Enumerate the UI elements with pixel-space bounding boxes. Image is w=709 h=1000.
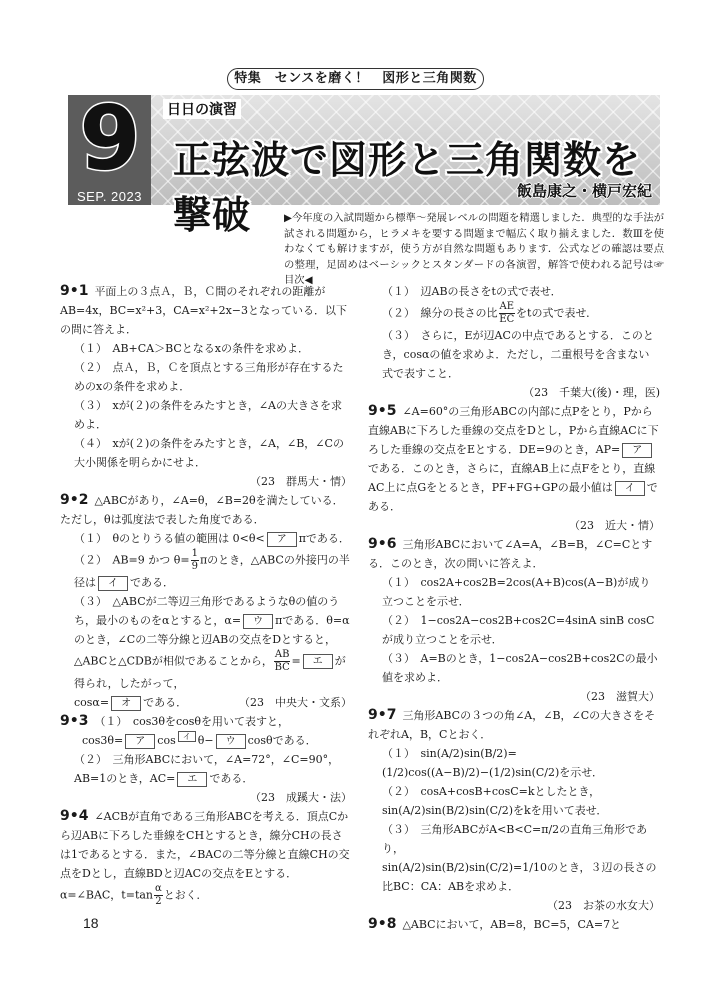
source-citation: （23 滋賀大） — [580, 690, 660, 703]
question-text: πのとき，△ABCの外接円の半径は — [74, 553, 350, 589]
answer-box: オ — [111, 696, 141, 711]
question-text: である． — [130, 576, 174, 589]
problem-stem: 平面上の３点Ａ，Ｂ，Ｃ間のそれぞれの距離がAB=4x，BC=x²+3，CA=x²+2x−3となっている．以下の問に答えよ． — [60, 285, 348, 336]
problem-9-1 — [60, 282, 352, 491]
fraction: $\frac{\alpha}{2}$ — [155, 883, 162, 907]
answer-box: エ — [177, 772, 207, 787]
question: sin(A/2)sin(B/2)sin(C/2)をkを用いて表せ． — [382, 804, 608, 817]
problem-9-4-continued: （１） 辺ABの長さをtの式で表せ． （２） 線分の長さの比 $\frac{AE}{EC}$ をtの式で表せ． （３） さらに，Eが辺ACの中点であるとする．このとき，cosαの値を求めよ．ただし，二重根号を含まない式で表すこと． （23 千葉大(後)・理，医) — [368, 282, 660, 402]
source-citation: （23 千葉大(後)・理，医) — [523, 386, 660, 399]
question-text: πである．θ=αのとき，∠Cの二等分線と辺ABの交点をDとすると，△ABCと△CDBが相似であることから， — [74, 614, 350, 668]
question: （１） sin(A/2)sin(B/2)=(1/2)cos((A−B)/2)−(1/2)sin(C/2)を示せ． — [382, 747, 603, 779]
source-citation: （23 成蹊大・法） — [250, 791, 352, 804]
problem-number: 9•4 — [60, 808, 89, 824]
question: （３） さらに，Eが辺ACの中点であるとする．このとき，cosαの値を求めよ．ただし，二重根号を含まない式で表すこと． — [382, 329, 654, 380]
question: （２） 点Ａ，Ｂ，Ｃを頂点とする三角形が存在するためのxの条件を求めよ． — [74, 361, 344, 393]
source-citation: （23 近大・情） — [569, 519, 660, 532]
article-banner — [68, 87, 660, 237]
problem-9-7: 9•7 三角形ABCの３つの角∠A，∠B，∠Cの大きさをそれぞれA，B，Cとおく． （１） sin(A/2)sin(B/2)=(1/2)cos((A−B)/2)−(1/2)sin(C/2)を示せ． （２） cosA+cosB+cosC=kとしたとき， sin(A/2)sin(B/2)sin(C/2)をkを用いて表せ． （３） 三角形ABCがA<B<C=π/2の直角三角形であり， sin(A/2)sin(B/2)sin(C/2)=1/10のとき，３辺の長さの比BC：CA：ABを求めよ． （23 お茶の水女大） — [368, 706, 660, 915]
page-title: 正弦波で図形と三角関数を撃破 — [173, 138, 642, 237]
problem-number: 9•7 — [368, 707, 397, 723]
question: （１） 辺ABの長さをtの式で表せ． — [382, 285, 562, 298]
question: sin(A/2)sin(B/2)sin(C/2)=1/10のとき，３辺の長さの比BC：CA：ABを求めよ． — [382, 861, 657, 893]
answer-box: ア — [622, 443, 652, 458]
problem-9-5: 9•5 ∠A=60°の三角形ABCの内部に点Pをとり，Pから直線ABに下ろした垂線の交点をDとし，Pから直線ACに下ろした垂線の交点をEとする．DE=9のとき，AP= アである．このとき，さらに，直線AB上に点Fをとり，直線AC上に点Gをとるとき，PF+FG+GPの最小値は イ である． （23 近大・情） — [368, 402, 660, 535]
problem-9-8: 9•8 △ABCにおいて，AB=8，BC=5，CA=7と — [368, 916, 622, 932]
problem-9-2: 9•2 △ABCがあり，∠A=θ，∠B=2θを満たしている．ただし，θは弧度法で表した角度である． （１） θのとりうる値の範囲は 0<θ< ア πである． （２） AB=9 かつ θ= $\frac{1}{9}$ πのとき，△ABCの外接円の半径は イ である． （３） △ABCが二等辺三角形であるようなθの値のうち，最小のものをαとすると，α= ウ πである．θ=αのとき，∠Cの二等分線と辺ABの交点をDとすると，△ABCと△CDBが相似であることから， $\frac{AB}{BC}$ = エ が得られ，したがって， cosα= オ である． （23 中央大・文系） — [60, 491, 352, 712]
answer-box: エ — [303, 654, 333, 669]
question-text: （３） △ABCが二等辺三角形であるようなθの値のうち，最小のものをαとすると，α= — [74, 595, 340, 627]
left-column — [60, 282, 352, 908]
authors: 飯島康之・横戸宏紀 — [516, 182, 652, 200]
problem-9-4: 9•4 ∠ACBが直角である三角形ABCを考える．頂点Cから辺ABに下ろした垂線をCHとするとき，線分CHの長さは1であるとする．また，∠BACの二等分線と直線CHの交点をDとし，直線BDと辺ACの交点をEとする．α=∠BAC，t=tan $\frac{\alpha}{2}$ とおく． — [60, 808, 350, 907]
fraction: $\frac{AB}{BC}$ — [274, 649, 290, 673]
source-citation: （23 中央大・文系） — [239, 696, 352, 709]
problem-number: 9•8 — [368, 916, 397, 932]
answer-box: ウ — [243, 614, 273, 629]
problem-number: 9•5 — [368, 403, 397, 419]
problem-number: 9•3 — [60, 713, 89, 729]
problem-number: 9•6 — [368, 536, 397, 552]
issue-badge — [68, 87, 151, 205]
question-text: （２） AB=9 かつ θ= — [74, 553, 190, 567]
right-column — [368, 282, 660, 934]
source-citation: （23 お茶の水女大） — [547, 899, 660, 912]
question: （４） xが(２)の条件をみたすとき，∠A，∠B，∠Cの大小関係を明らかにせよ． — [74, 437, 344, 469]
intro-text: ▶今年度の入試問題から標準〜発展レベルの問題を精選しました．典型的な手法が試される問題から，ヒラメキを要する問題まで幅広く取り揃えました．数Ⅲを使わなくても解けますが，使う方が自然な問題もあります．公式などの確認は要点の整理，足固めはベーシックとスタンダードの各演習，解答で使われる記号は☞目次◀ — [284, 212, 664, 286]
fraction: $\frac{1}{9}$ — [191, 548, 198, 572]
problem-number: 9•2 — [60, 492, 89, 508]
question: （３） 三角形ABCがA<B<C=π/2の直角三角形であり， — [382, 823, 648, 855]
question: （２） 1−cos2A−cos2B+cos2C=4sinA sinB cosCが成り立つことを示せ． — [382, 614, 655, 646]
issue-date: SEP. 2023 — [77, 189, 142, 204]
source-citation: （23 群馬大・情） — [250, 475, 352, 488]
problem-number: 9•1 — [60, 283, 89, 299]
section-label: 日日の演習 — [163, 99, 241, 119]
question: （１） cos2A+cos2B=2cos(A+B)cos(A−B)が成り立つことを示せ． — [382, 576, 651, 608]
answer-box: イ — [615, 481, 645, 496]
problem-9-6: 9•6 三角形ABCにおいて∠A=A，∠B=B，∠C=Cとする．このとき，次の問いに答えよ． （１） cos2A+cos2B=2cos(A+B)cos(A−B)が成り立つことを示せ． （２） 1−cos2A−cos2B+cos2C=4sinA sinB cosCが成り立つことを示せ． （３） A=Bのとき，1−cos2A−cos2B+cos2Cの最小値を求めよ． （23 滋賀大） — [368, 535, 660, 706]
answer-box: イ — [98, 576, 128, 591]
feature-tag: 特集 センスを磨く！ 図形と三角関数 — [227, 68, 484, 90]
question: （１） AB+CA＞BCとなるxの条件を求めよ． — [74, 342, 310, 355]
title-panel — [151, 95, 660, 237]
answer-box: ア — [267, 532, 297, 547]
question-text: が得られ，したがって， — [74, 654, 346, 690]
fraction: $\frac{AE}{EC}$ — [499, 301, 515, 325]
issue-number: 9 — [79, 87, 141, 190]
answer-box: ア — [125, 734, 155, 749]
question: （３） xが(２)の条件をみたすとき，∠Aの大きさを求めよ． — [74, 399, 343, 431]
question-text: πである． — [298, 532, 350, 545]
page-number: 18 — [83, 915, 99, 931]
problem-9-3: 9•3 （１） cos3θをcosθを用いて表すと， cos3θ= ア cos イ θ− ウ cosθである． （２） 三角形ABCにおいて，∠A=72°，∠C=90°，AB=1のとき，AC= エ である． （23 成蹊大・法） — [60, 712, 352, 807]
question: （２） cosA+cosB+cosC=kとしたとき， — [382, 785, 601, 798]
answer-box: ウ — [216, 734, 246, 749]
problem-stem: △ABCがあり，∠A=θ，∠B=2θを満たしている．ただし，θは弧度法で表した角度である． — [60, 494, 344, 526]
question: （３） A=Bのとき，1−cos2A−cos2B+cos2Cの最小値を求めよ． — [382, 652, 658, 684]
answer-box: イ — [178, 731, 196, 742]
question-text: （１） θのとりうる値の範囲は 0<θ< — [74, 532, 265, 545]
